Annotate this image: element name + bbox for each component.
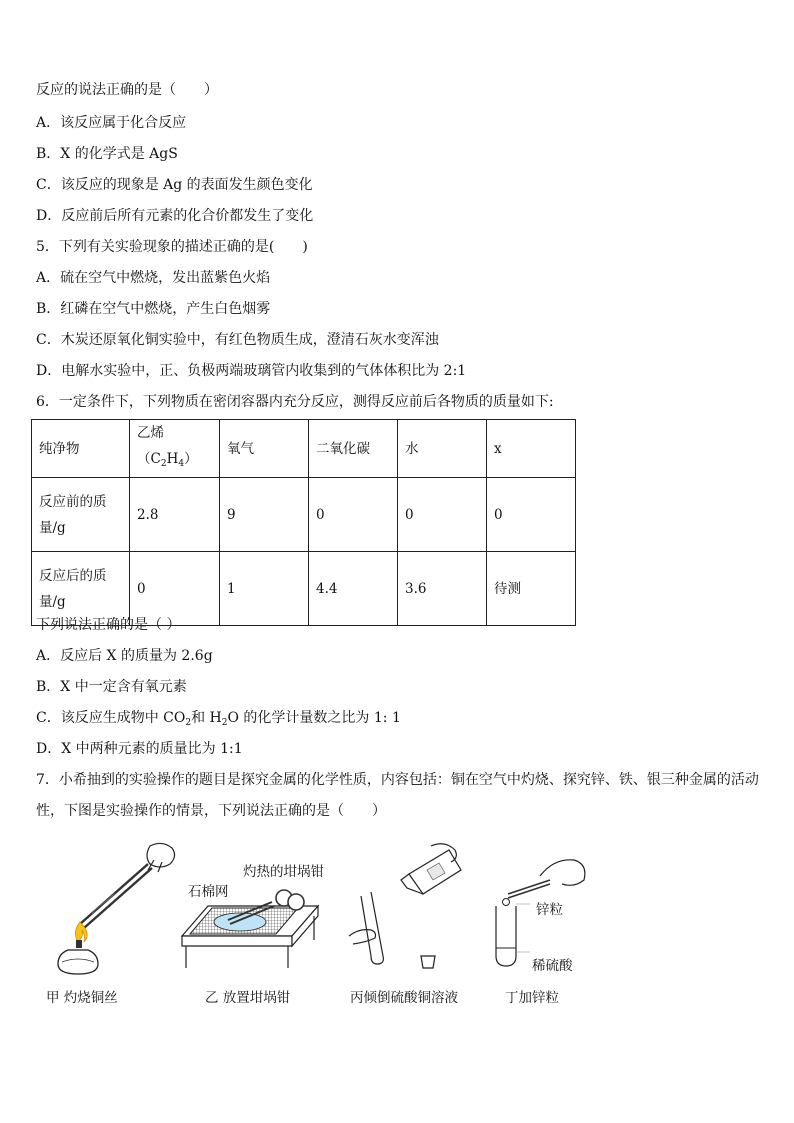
table-cell: 1 bbox=[220, 552, 309, 626]
label-dilute-sulfuric-acid: 稀硫酸 bbox=[532, 958, 573, 974]
q4-option-b: B．X 的化学式是 AgS bbox=[36, 146, 178, 162]
q6-option-a: A．反应后 X 的质量为 2.6g bbox=[36, 648, 213, 664]
label-hot-tongs: 灼热的坩埚钳 bbox=[243, 864, 324, 880]
header-cell: 二氧化碳 bbox=[309, 420, 398, 478]
q4-option-a: A．该反应属于化合反应 bbox=[36, 115, 187, 131]
q6-option-b: B．X 中一定含有氧元素 bbox=[36, 679, 187, 695]
q6-stem: 6．一定条件下，下列物质在密闭容器内充分反应，测得反应前后各物质的质量如下: bbox=[36, 394, 554, 410]
row-label: 反应后的质 量/g bbox=[32, 552, 130, 626]
table-cell: 9 bbox=[220, 478, 309, 552]
q5-option-a: A．硫在空气中燃烧，发出蓝紫色火焰 bbox=[36, 270, 271, 286]
table-cell: 0 bbox=[309, 478, 398, 552]
q6-option-d: D．X 中两种元素的质量比为 1:1 bbox=[36, 741, 243, 757]
q4-stem-tail: 反应的说法正确的是（ ） bbox=[36, 82, 218, 98]
q4-option-c: C．该反应的现象是 Ag 的表面发生颜色变化 bbox=[36, 177, 313, 193]
table-cell: 2.8 bbox=[130, 478, 220, 552]
caption-ding: 丁加锌粒 bbox=[505, 990, 559, 1006]
q7-stem-line1: 7．小希抽到的实验操作的题目是探究金属的化学性质，内容包括：铜在空气中灼烧、探究锌、铁、银三种金属的活动 bbox=[36, 772, 759, 788]
q4-option-d: D．反应前后所有元素的化合价都发生了变化 bbox=[36, 208, 314, 224]
label-asbestos-gauze: 石棉网 bbox=[188, 884, 229, 900]
q5-option-d: D．电解水实验中，正、负极两端玻璃管内收集到的气体体积比为 2:1 bbox=[36, 363, 467, 379]
q6-question: 下列说法正确的是（ ） bbox=[36, 617, 181, 633]
table-row bbox=[32, 478, 576, 552]
q7-stem-line2: 性，下图是实验操作的情景，下列说法正确的是（ ） bbox=[36, 803, 386, 819]
row-label: 反应前的质 量/g bbox=[32, 478, 130, 552]
header-cell-ethylene: 乙烯$(C_2H_4)$ bbox=[130, 420, 220, 478]
table-cell: 待测 bbox=[487, 552, 576, 626]
q5-option-b: B．红磷在空气中燃烧，产生白色烟雾 bbox=[36, 301, 271, 317]
copper-wire-burning-illustration bbox=[50, 836, 190, 976]
q6-option-c: C．该反应生成物中 $CO_2$和 $H_2O$ 的化学计量数之比为 1: 1 bbox=[36, 710, 401, 728]
table-cell: 0 bbox=[487, 478, 576, 552]
caption-jia: 甲 灼烧铜丝 bbox=[46, 990, 118, 1006]
table-cell: 0 bbox=[130, 552, 220, 626]
q5-option-c: C．木炭还原氧化铜实验中，有红色物质生成，澄清石灰水变浑浊 bbox=[36, 332, 439, 348]
label-zinc-granule: 锌粒 bbox=[536, 902, 563, 918]
header-cell: 水 bbox=[398, 420, 487, 478]
caption-bing: 丙倾倒硫酸铜溶液 bbox=[350, 990, 458, 1006]
header-cell: 纯净物 bbox=[32, 420, 130, 478]
q5-stem: 5．下列有关实验现象的描述正确的是( ) bbox=[36, 239, 308, 255]
caption-yi: 乙 放置坩埚钳 bbox=[205, 990, 291, 1006]
table-cell: 0 bbox=[398, 478, 487, 552]
table-header-row bbox=[32, 420, 576, 478]
header-cell: 氧气 bbox=[220, 420, 309, 478]
pouring-solution-illustration bbox=[345, 836, 465, 976]
crucible-tongs-on-gauze-illustration bbox=[178, 836, 328, 976]
mass-table bbox=[31, 419, 576, 626]
table-cell: 3.6 bbox=[398, 552, 487, 626]
table-cell: 4.4 bbox=[309, 552, 398, 626]
header-cell: x bbox=[487, 420, 576, 478]
